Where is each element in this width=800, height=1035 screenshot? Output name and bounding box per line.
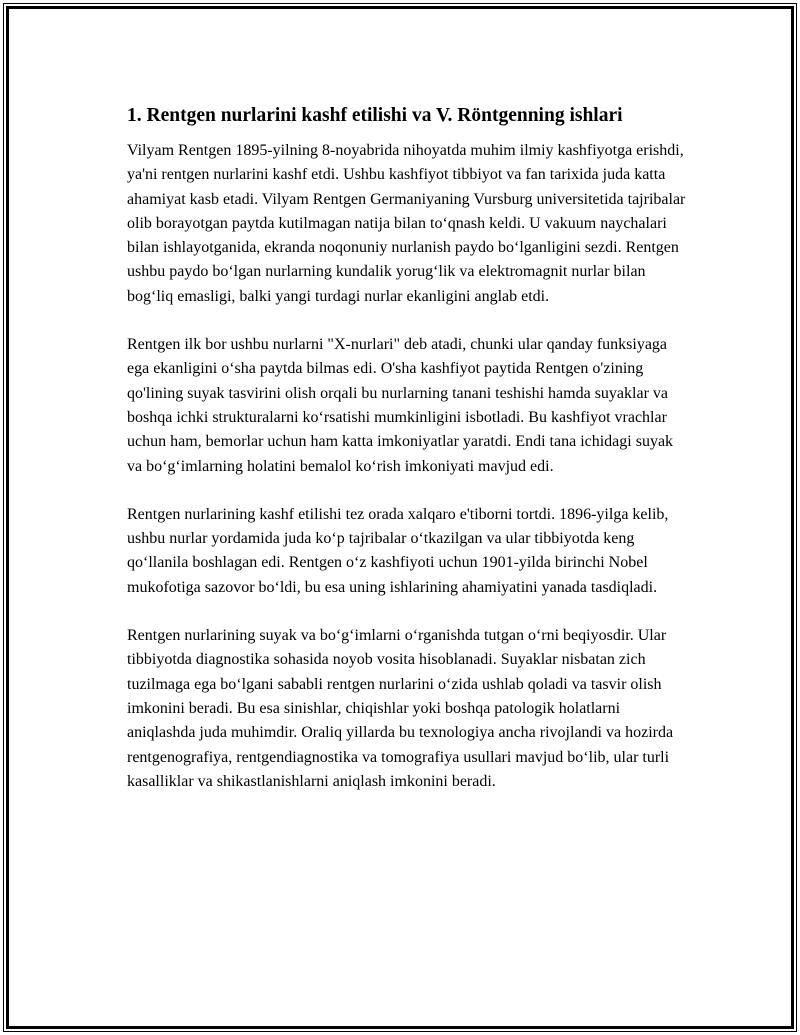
paragraph-1: Vilyam Rentgen 1895-yilning 8-noyabrida nihoyatda muhim ilmiy kashfiyotga erishdi, ya'ni rentgen nurlarini kashf etdi. Ushbu kashfiyot tibbiyot va fan tarixida juda katta ahamiyat kasb etadi. Vilyam Rentgen Germaniyaning Vursburg universitetida tajribalar olib borayotgan paytda kutilmagan natija bilan to‘qnash keldi. U vakuum naychalari bilan ishlayotganida, ekranda noqonuniy nurlanish paydo bo‘lganligini sezdi. Rentgen ushbu paydo bo‘lgan nurlarning kundalik yorug‘lik va elektromagnit nurlar bilan bog‘liq emasligi, balki yangi turdagi nurlar ekanligini anglab etdi. bbox=[127, 142, 686, 305]
document-body bbox=[127, 103, 687, 818]
section-heading: 1. Rentgen nurlarini kashf etilishi va V. Röntgenning ishlari bbox=[127, 105, 623, 126]
paragraph-3: Rentgen nurlarining kashf etilishi tez orada xalqaro e'tiborni tortdi. 1896-yilga kelib, ushbu nurlar yordamida juda ko‘p tajribalar o‘tkazilgan va ular tibbiyotda keng qo‘llanila boshlagan edi. Rentgen o‘z kashfiyoti uchun 1901-yilda birinchi Nobel mukofotiga sazovor bo‘ldi, bu esa uning ishlarining ahamiyatini yanada tasdiqladi. bbox=[127, 505, 669, 596]
paragraph-2: Rentgen ilk bor ushbu nurlarni "X-nurlari" deb atadi, chunki ular qanday funksiyaga ega ekanligini o‘sha paytda bilmas edi. O'sha kashfiyot paytida Rentgen o'zining qo'lining suyak tasvirini olish orqali bu nurlarning tanani teshishi hamda suyaklar va boshqa ichki strukturalarni ko‘rsatishi mumkinligini isbotladi. Bu kashfiyot vrachlar uchun ham, bemorlar uchun ham katta imkoniyatlar yaratdi. Endi tana ichidagi suyak va bo‘g‘imlarning holatini bemalol ko‘rish imkoniyati mavjud edi. bbox=[127, 336, 674, 475]
page-frame bbox=[6, 6, 794, 1029]
paragraph-4: Rentgen nurlarining suyak va bo‘g‘imlarni o‘rganishda tutgan o‘rni beqiyosdir. Ular tibbiyotda diagnostika sohasida noyob vosita hisoblanadi. Suyaklar nisbatan zich tuzilmaga ega bo‘lgani sababli rentgen nurlarini o‘zida ushlab qoladi va tasvir olish imkonini beradi. Bu esa sinishlar, chiqishlar yoki boshqa patologik holatlarni aniqlashda juda muhimdir. Oraliq yillarda bu texnologiya ancha rivojlandi va hozirda rentgenografiya, rentgendiagnostika va tomografiya usullari mavjud bo‘lib, ular turli kasalliklar va shikastlanishlarni aniqlash imkonini beradi. bbox=[127, 627, 674, 790]
